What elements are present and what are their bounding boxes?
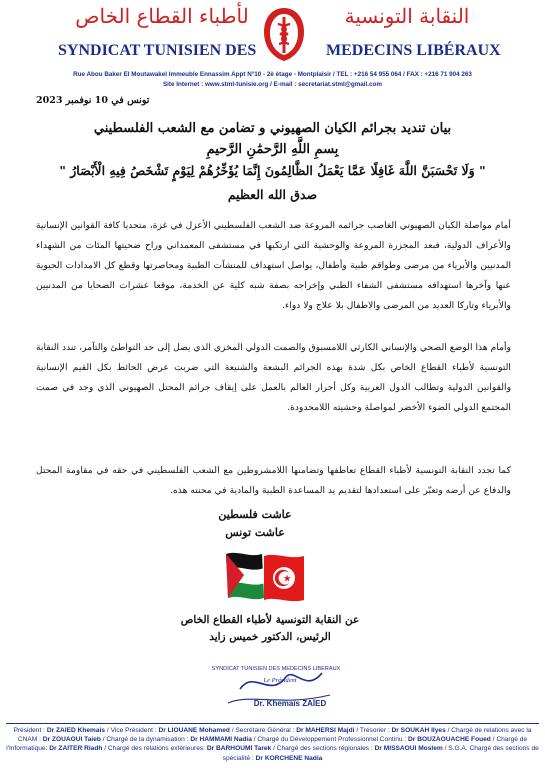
footer-member: Dr KORCHENE Nadia: [255, 754, 323, 762]
footer-divider: [6, 723, 539, 724]
footer-role: / Chargé de l'Informatique:: [6, 736, 528, 753]
paragraph-3: كما تجدد النقابة التونسية لأطباء القطاع تعاطفها وتضامنها اللامشروطين مع الشعب الفلسطيني في حقه في مقاومة المحتل والدفاع عن أرضه وتعبّر على استعدادها لتقديم يد المساعدة الطبية والمادية في محنته هذه.: [36, 465, 511, 496]
basmala: بِسمِ اللَّهِ الرَّحمَٰنِ الرَّحيمِ: [206, 142, 339, 157]
stamp-org-text: SYNDICAT TUNISIEN DES MEDECINS LIBERAUX: [211, 666, 341, 672]
signature-president: الرئيس، الدكتور خميس زايد: [209, 631, 331, 643]
footer-role: / Chargé des sections régionales :: [271, 745, 375, 753]
closing-palestine: عاشت فلسطين: [218, 508, 292, 521]
contact-line: Site Internet : www.stml-tunisie.org / E-mail : secretariat.stml@gmail.com: [162, 81, 382, 88]
header-arabic-left: لأطباء القطاع الخاص: [75, 4, 249, 28]
header-french-left: SYNDICAT TUNISIEN DES: [58, 42, 257, 59]
syndicate-logo-icon: [258, 4, 310, 64]
footer-member: Dr MISSAOUI Moslem: [374, 745, 443, 753]
footer-role: Président :: [13, 727, 47, 734]
footer-member: Dr LIOUANE Mohamed: [158, 727, 230, 734]
address-line: Rue Abou Baker El Moutawakel Immeuble Ennassim Appt N°10 - 2è étage - Montplaisir / TEL : +216 54 955 064 / FAX : +216 71 904 263: [73, 71, 472, 78]
header-french-right: MEDECINS LIBÉRAUX: [326, 42, 501, 59]
footer-member: Dr ZOUAOUI Taieb: [42, 736, 101, 744]
signature-organization: عن النقابة التونسية لأطباء القطاع الخاص: [180, 614, 360, 626]
footer-member: Dr SOUKAH Ilyes: [391, 727, 446, 734]
footer-member: Dr ZAIED Khemais: [46, 727, 106, 734]
footer-member: Dr ZAITER Riadh: [49, 745, 103, 753]
verse-closing: صدق الله العظيم: [227, 187, 318, 202]
footer-member: Dr MAHERSI Majdi: [296, 727, 355, 734]
quran-verse: " وَلَا تَحْسَبَنَّ اللَّهَ غَافِلًا عَمَّا يَعْمَلُ الظَّالِمُونَ إِنَّمَا يُؤَخِّرُهُمْ لِيَوْمٍ تَشْخَصُ فِيهِ الْأَبْصَارُ ": [59, 163, 486, 178]
statement-title: بيان تنديد بجرائم الكيان الصهيوني و تضامن مع الشعب الفلسطيني: [93, 121, 452, 136]
footer-member: Dr BOUZAOUACHE Foued: [408, 736, 491, 744]
footer-role: / Vice Président :: [105, 727, 159, 734]
closing-tunisia: عاشت تونس: [225, 526, 285, 539]
footer-role: / S.G.A. Chargé des sections de spécialité :: [222, 745, 539, 762]
footer-role: / Trésorier :: [354, 727, 392, 734]
footer-role: / Chargé de relations avec la CNAM :: [17, 727, 532, 744]
footer-role: / Secrétaire Général :: [229, 727, 297, 734]
footer-role: / Chargé de la dynamisation :: [100, 736, 191, 744]
palestine-flag-icon: [226, 553, 264, 599]
paragraph-2: وأمام هذا الوضع الصحي والإنساني الكارثي اللامسبوق والصمت الدولي المخزي الذي يصل إلى حد التواطئ والتآمر، تندد النقابة التونسية لأطباء القطاع الخاص بكل شدة بهذه الجرائم البشعة والشنيعة التي ضربت عرض الحائط بكل القيم الإنسانية والقوانين الدولية وتطالب الدول العربية وكل أحرار العالم بالعمل على إيقاف جرائم المحتل الصهيوني الذي وجد في صمت المجتمع الدولي الضوء الأخضر لمواصلة وحشيته اللامحدودة.: [36, 342, 511, 413]
footer-member: Dr BARHOUMI Tarek: [206, 745, 272, 753]
official-stamp-icon: [210, 659, 342, 711]
header-arabic-right: النقابة التونسية: [344, 4, 470, 28]
footer-member: Dr HAMMAMI Nadia: [190, 736, 252, 744]
paragraph-1: أمام مواصلة الكيان الصهيوني الغاصب جرائمه المروعة ضد الشعب الفلسطيني الأعزل في غزة، متحديا كافة القوانين الإنسانية والأعراف الدولية، فبعد المجزرة المروعة والوحشية التي ارتكبها في مستشفى المعمداني وراح ضحيتها المئات من الشهداء المدنيين والأبرياء من مرضى وطواقم طبية وأطفال، يواصل استهداف للمنشآت الطبية ومحاصرتها وقطع كل الامدادات الحيوية عنها وآخرها استهدافه مستشفى الشفاء الطبي وإخراجه بصفة شبه كلية عن الخدمة، موقعا عشرات الضحايا من المدنيين والأبرياء وتاركا العديد من المرضى والاطفال بلا علاج ولا دواء.: [36, 220, 511, 311]
stamp-title-text: Le Président: [263, 677, 297, 684]
document-date: تونس في 10 نوفمبر 2023: [36, 95, 150, 106]
stamp-name-text: Dr. Khemaïs ZAÏED: [253, 699, 327, 708]
palestine-tunisia-flags-icon: [224, 548, 306, 608]
board-members-footer: [6, 726, 539, 763]
tunisia-flag-icon: [264, 555, 304, 601]
footer-role: / Chargé des relations extérieures:: [102, 745, 207, 753]
footer-role: / Chargé du Développement Professionnel Continu :: [251, 736, 409, 744]
